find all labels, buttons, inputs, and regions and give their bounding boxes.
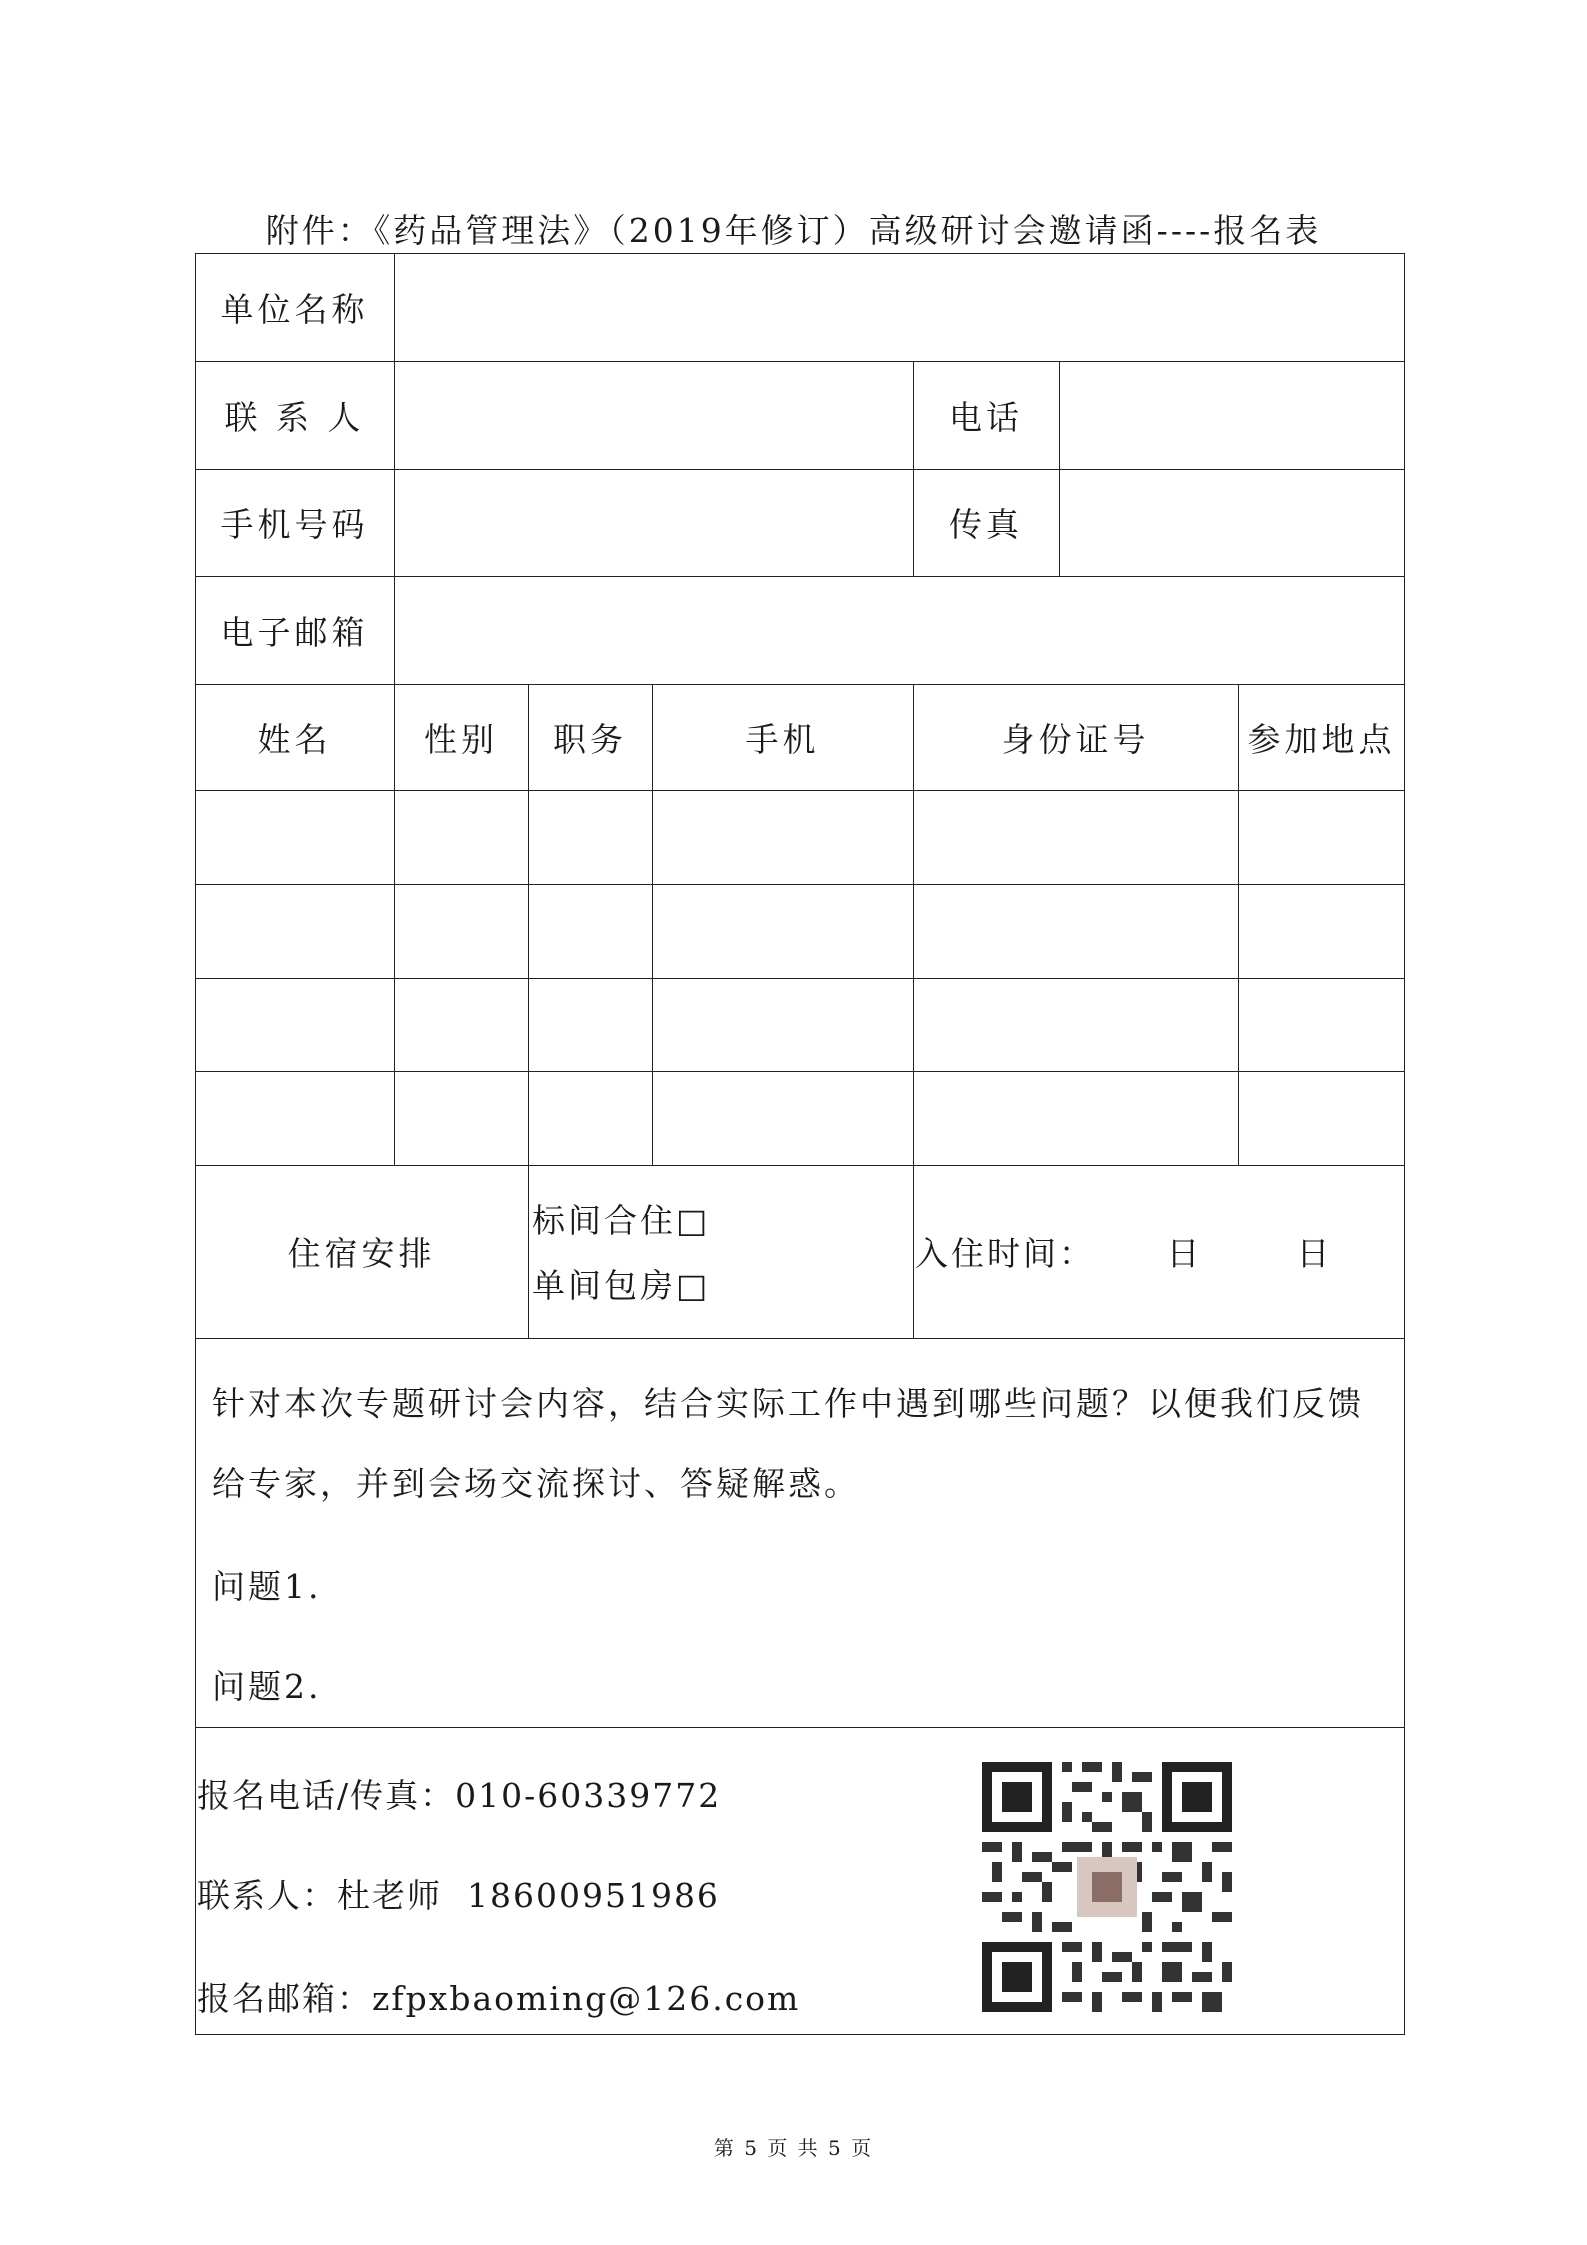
border-bottom <box>195 2034 1405 2035</box>
registration-email: 报名邮箱：zfpxbaoming@126.com <box>197 1979 801 2018</box>
qr-code-icon <box>982 1762 1232 2012</box>
registration-contact: 联系人：杜老师 18600951986 <box>197 1876 720 1915</box>
header-mobile: 手机 <box>745 719 820 759</box>
table-row[interactable] <box>195 790 1405 884</box>
mobile-field[interactable] <box>394 469 913 576</box>
checkin-day-2: 日 <box>1296 1234 1334 1273</box>
lodging-option-single[interactable]: 单间包房□ <box>532 1265 711 1305</box>
email-field[interactable] <box>394 576 1405 684</box>
table-row[interactable] <box>195 978 1405 1071</box>
contact-field[interactable] <box>394 361 913 469</box>
question-1-label: 问题1. <box>212 1567 322 1606</box>
phone-label: 电话 <box>949 397 1023 437</box>
header-gender: 性别 <box>424 719 498 759</box>
unit-name-label: 单位名称 <box>220 289 369 329</box>
checkin-day-1: 日 <box>1166 1234 1204 1273</box>
row-line <box>195 1338 1405 1339</box>
email-label: 电子邮箱 <box>220 612 369 652</box>
unit-name-field[interactable] <box>394 253 1405 361</box>
questions-prompt-line2: 给专家，并到会场交流探讨、答疑解惑。 <box>212 1464 860 1503</box>
phone-field[interactable] <box>1059 361 1405 469</box>
fax-field[interactable] <box>1059 469 1405 576</box>
table-row[interactable] <box>195 1071 1405 1165</box>
question-2-label: 问题2. <box>212 1667 322 1706</box>
table-row[interactable] <box>195 884 1405 978</box>
fax-label: 传真 <box>949 505 1023 544</box>
lodging-label: 住宿安排 <box>287 1234 436 1273</box>
questions-prompt-line1: 针对本次专题研讨会内容，结合实际工作中遇到哪些问题？以便我们反馈 <box>212 1384 1364 1423</box>
header-id-number: 身份证号 <box>1001 719 1150 759</box>
registration-phone-fax: 报名电话/传真：010-60339772 <box>197 1776 722 1815</box>
checkin-label: 入住时间： <box>915 1234 1095 1273</box>
lodging-option-shared[interactable]: 标间合住□ <box>532 1200 711 1240</box>
row-line <box>195 1727 1405 1728</box>
page-footer: 第 5 页 共 5 页 <box>713 2136 874 2160</box>
header-location: 参加地点 <box>1247 719 1396 759</box>
header-name: 姓名 <box>257 719 332 759</box>
mobile-label: 手机号码 <box>220 505 369 544</box>
contact-label: 联 系 人 <box>224 397 365 437</box>
form-title: 附件：《药品管理法》（2019年修订）高级研讨会邀请函----报名表 <box>265 211 1322 250</box>
header-position: 职务 <box>553 719 627 759</box>
